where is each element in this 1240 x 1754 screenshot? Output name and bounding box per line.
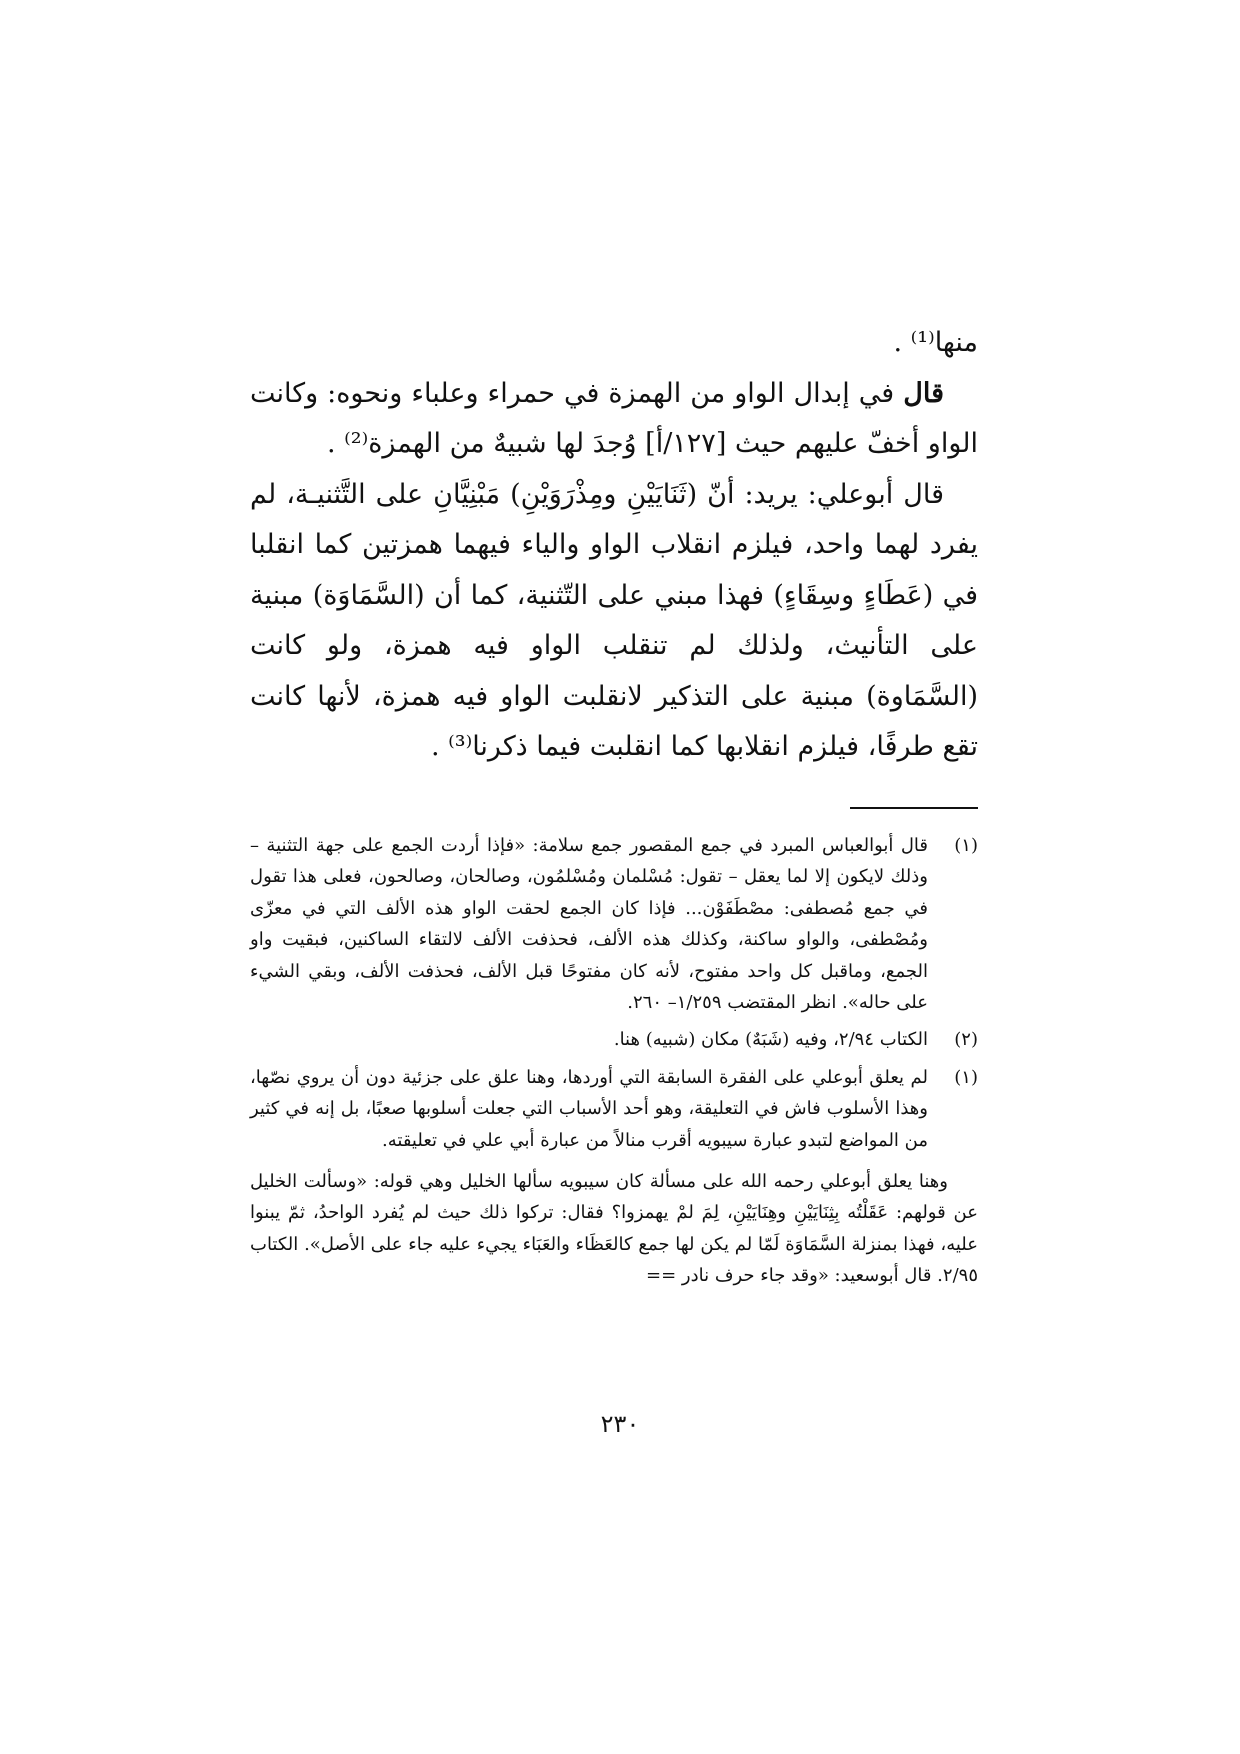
footnote-number: (١) [954, 1066, 978, 1088]
footnote [250, 830, 978, 1018]
footnote-text: قال أبوالعباس المبرد في جمع المقصور جمع سلامة: «فإذا أردت الجمع على جهة التثنية – وذلك لايكون إلا لما يعقل – تقول: مُسْلمان ومُسْلمُون، وصالحان، وصالحون، فعلى هذا تقول في جمع مُصطفى: مصْطَفَوْن... فإذا كان الجمع لحقت الواو هذه الألف التي في معزّى ومُصْطفى، والواو ساكنة، وكذلك هذه الألف، فحذفت الألف لالتقاء الساكنين، فبقيت واو الجمع، وماقبل كل واحد مفتوح، لأنه كان مفتوحًا قبل الألف، فحذفت الألف، وبقي الشيء على حاله». انظر المقتضب ١/٢٥٩– ٢٦٠. [250, 835, 928, 1014]
main-paragraph-2: قال أبوعلي: يريد: أنّ (ثَنَايَيْنِ ومِذْرَوَيْنِ) مَبْنِيَّانِ على التَّثنيـة، لم يفرد لهما واحد، فيلزم انقلاب الواو والياء فيهما همزتين كما انقلبا في (عَطَاءٍ وسِقَاءٍ) فهذا مبني على التّثنية، كما أن (السَّمَاوَة) مبنية على التأنيث، ولذلك لم تنقلب الواو فيه همزة، ولو كانت (السَّمَاوة) مبنية على التذكير لانقلبت الواو فيه همزة، لأنها كانت تقع طرفًا، فيلزم انقلابها كما انقلبت فيما ذكرنا⁽³⁾ . [250, 478, 978, 762]
paragraph-lead-word: قال [903, 377, 944, 409]
footnote [250, 1062, 978, 1156]
footnote-text: لم يعلق أبوعلي على الفقرة السابقة التي أوردها، وهنا علق على جزئية دون أن يروي نصّها، وهذا الأسلوب فاش في التعليقة، وهو أحد الأسباب التي جعلت أسلوبها صعبًا، بل إنه في كثير من المواضع لتبدو عبارة سيبويه أقرب منالاً من عبارة أبي علي في تعليقته. [250, 1066, 928, 1151]
main-line-continuation: منها⁽¹⁾ . [893, 327, 978, 358]
footnotes [250, 830, 978, 1310]
footnote-separator [850, 807, 978, 809]
main-paragraph-1 [250, 369, 978, 470]
footnote-number: (٢) [954, 1029, 978, 1051]
main-text [250, 318, 978, 773]
footnote-number: (١) [954, 835, 978, 856]
paragraph-1-text: في إبدال الواو من الهمزة في حمراء وعلباء ونحوه: وكانت الواو أخفّ عليهم حيث [١٢٧/أ] وُجدَ لها شبيهٌ من الهمزة⁽²⁾ . [250, 377, 978, 459]
footnote-text: الكتاب ٢/٩٤، وفيه (شَبَهٌ) مكان (شبيه) هنا. [613, 1029, 928, 1051]
footnote [250, 1024, 978, 1055]
page-number: ٢٣٠ [600, 1410, 640, 1438]
footnote-continuation: وهنا يعلق أبوعلي رحمه الله على مسألة كان سيبويه سألها الخليل وهي قوله: «وسألت الخليل عن قولهم: عَقَلْتُه بِثِنَايَيْنِ وهِنَايَيْنِ، لِمَ لمْ يهمزوا؟ فقال: تركوا ذلك حيث لم يُفرد الواحدُ، ثمّ يبنوا عليه، فهذا بمنزلة السَّمَاوَة لَمّا لم يكن لها جمع كالعَظَاء والعَبَاء يجيء عليه جاء على الأصل». الكتاب ٢/٩٥. قال أبوسعيد: «وقد جاء حرف نادر == [250, 1171, 978, 1287]
